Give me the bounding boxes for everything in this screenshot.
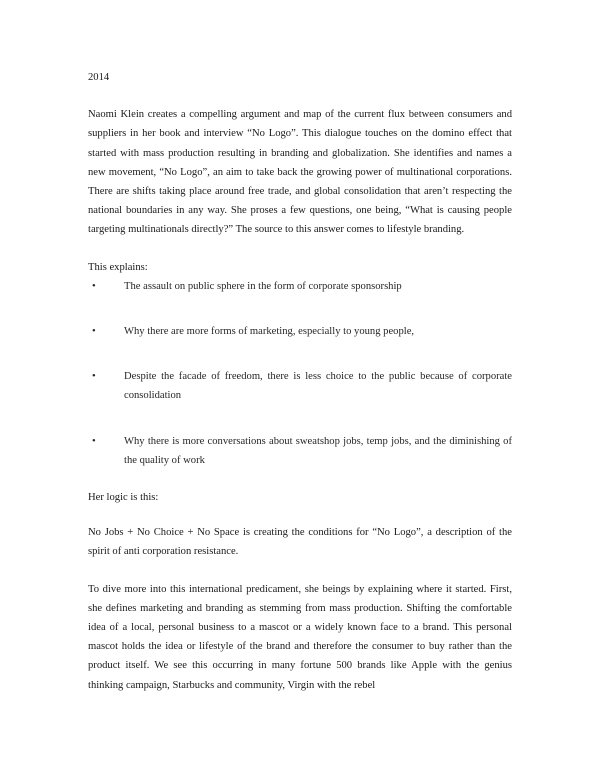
year-heading: 2014 xyxy=(88,72,110,83)
bullet-list xyxy=(88,277,512,470)
list-item xyxy=(88,367,512,405)
logic-heading: Her logic is this: xyxy=(88,492,159,504)
bullet-icon: • xyxy=(92,280,96,292)
intro-paragraph: Naomi Klein creates a compelling argument and map of the current flux between consumers and suppliers in her book and interview “No Logo”. This dialogue touches on the domino effect that started with mass production resulting in branding and globalization. She identifies and names a new movement, “No Logo”, an aim to take back the growing power of multinational corporations. There are shifts taking place around free trade, and global consolidation that aren’t respecting the national boundaries in any way. She proses a few questions, one being, “What is causing people targeting multinationals directly?” The source to this answer comes to lifestyle branding. xyxy=(88,109,512,236)
bullet-icon: • xyxy=(92,326,96,338)
bullet-text: Why there is more conversations about sweatshop jobs, temp jobs, and the diminishing of the quality of work xyxy=(124,435,512,466)
document-page xyxy=(88,68,512,695)
final-paragraph: To dive more into this international predicament, she beings by explaining where it started. First, she defines marketing and branding as stemming from mass production. Shifting the comfortable idea of a local, personal business to a mascot or a widely known face to a brand. This personal mascot holds the idea or lifestyle of the brand and therefore the consumer to buy rather than the product itself. We see this occurring in many fortune 500 brands like Apple with the genius thinking campaign, Starbucks and community, Virgin with the rebel xyxy=(88,583,512,691)
explains-heading: This explains: xyxy=(88,261,148,273)
bullet-text: Despite the facade of freedom, there is less choice to the public because of corporate consolidation xyxy=(124,371,512,402)
list-item xyxy=(88,277,512,296)
bullet-icon: • xyxy=(92,371,96,383)
logic-paragraph: No Jobs + No Choice + No Space is creating the conditions for “No Logo”, a description of the spirit of anti corporation resistance. xyxy=(88,527,512,558)
list-item xyxy=(88,432,512,470)
bullet-text: Why there are more forms of marketing, especially to young people, xyxy=(124,326,415,338)
list-item xyxy=(88,322,512,341)
bullet-icon: • xyxy=(92,435,96,447)
bullet-text: The assault on public sphere in the form of corporate sponsorship xyxy=(124,280,402,292)
